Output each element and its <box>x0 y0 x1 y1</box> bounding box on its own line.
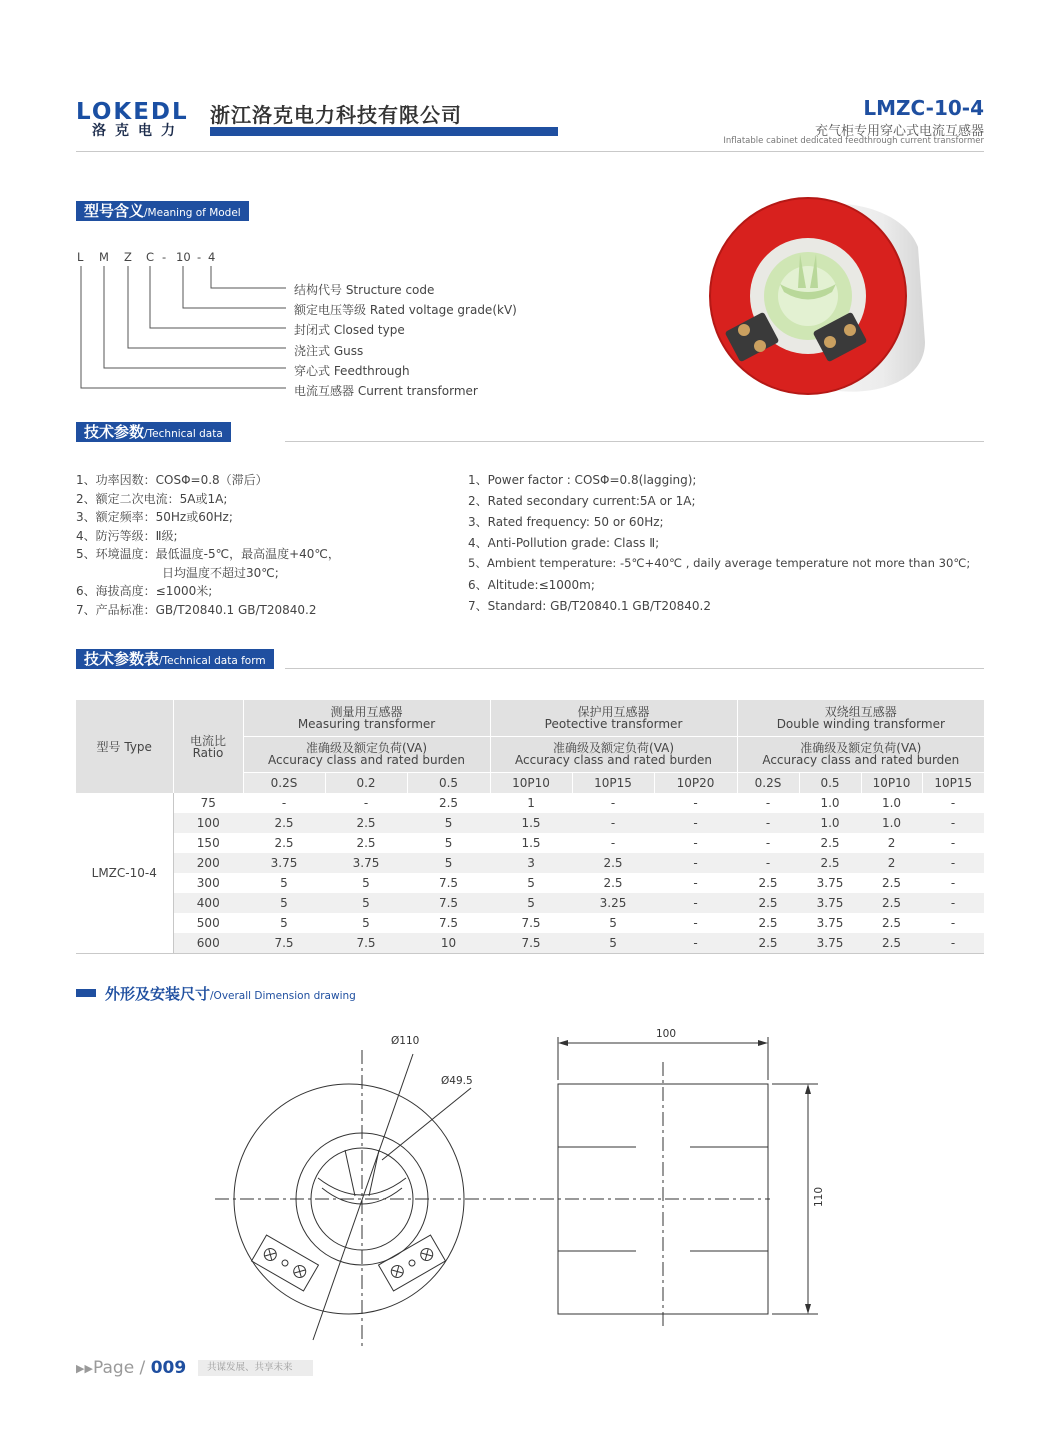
value-cell: - <box>950 836 956 850</box>
footer-arrows-icon: ▶▶ <box>76 1362 93 1375</box>
value-cell: - <box>950 916 956 930</box>
value-cell: 3.75 <box>816 916 844 930</box>
table-row <box>76 873 984 893</box>
tech-en-line-5: 5、Ambient temperature: -5℃+40℃ , daily average temperature not more than 30℃; <box>468 556 971 570</box>
value-cell: - <box>572 813 654 833</box>
value-cell: 2 <box>887 836 896 850</box>
group-protective-cn: 保护用互感器 <box>577 704 650 719</box>
logo-wordmark: LOKEDL <box>76 99 189 125</box>
tech-cn-line-5-cont: 日均温度不超过30℃; <box>162 566 279 580</box>
value-cell: 5 <box>490 893 572 913</box>
code-dash-2: - <box>197 250 202 264</box>
value-cell: 7.5 <box>521 916 541 930</box>
burden-cn: 准确级及额定负荷(VA) <box>800 741 922 755</box>
code-structure: 4 <box>208 250 216 264</box>
value-cell: - <box>737 813 799 833</box>
value-cell: 2.5 <box>572 853 654 873</box>
ratio-cell: 100 <box>173 813 243 833</box>
section-header-dimension <box>105 983 356 1004</box>
product-name-cn: 充气柜专用穿心式电流互感器 <box>814 124 984 139</box>
value-cell: 7.5 <box>243 933 325 953</box>
code-letter-l: L <box>77 250 84 264</box>
value-cell: 1.5 <box>490 813 572 833</box>
code-letter-c: C <box>146 250 155 264</box>
value-cell: - <box>693 916 698 930</box>
value-cell: - <box>950 796 956 810</box>
value-cell: 5 <box>280 916 288 930</box>
value-cell: 7.5 <box>407 893 490 913</box>
tech-cn-line-3: 3、额定频率：50Hz或60Hz; <box>76 510 233 524</box>
value-cell: 2.5 <box>325 813 407 833</box>
value-cell: 5 <box>362 876 370 890</box>
header-divider <box>76 151 984 152</box>
ratio-header <box>173 700 243 793</box>
meaning-closed-type: 封闭式 Closed type <box>294 323 405 337</box>
value-cell: 5 <box>362 916 370 930</box>
value-cell: 2.5 <box>861 933 922 953</box>
value-cell: 1 <box>527 796 535 810</box>
value-cell: 2.5 <box>356 836 376 850</box>
value-cell: 2.5 <box>861 893 922 913</box>
value-cell: 2 <box>861 853 922 873</box>
ratio-header-en: Ratio <box>192 745 224 760</box>
value-cell: 3.75 <box>799 933 861 953</box>
value-cell: - <box>693 796 698 810</box>
tech-en-line-6: 6、Altitude:≤1000m; <box>468 578 595 592</box>
section-rule <box>285 441 984 442</box>
value-cell: - <box>922 933 984 953</box>
class-header: 0.5 <box>799 772 861 793</box>
group-protective-en: Peotective transformer <box>544 716 683 731</box>
ratio-cell: 500 <box>196 916 220 930</box>
value-cell: 3 <box>490 853 572 873</box>
burden-cn: 准确级及额定负荷(VA) <box>306 741 428 755</box>
width-label: 100 <box>656 1028 677 1040</box>
burden-header-double <box>737 736 984 772</box>
section-title-cn: 外形及安装尺寸 <box>105 985 211 1003</box>
burden-header-measuring <box>243 736 490 772</box>
value-cell: 5 <box>444 836 453 850</box>
value-cell: 3.75 <box>325 853 407 873</box>
value-cell: 1.0 <box>820 796 840 810</box>
class-header: 10P10 <box>490 772 572 793</box>
value-cell: 2.5 <box>799 853 861 873</box>
section-header-technical-data <box>76 422 231 442</box>
meaning-guss: 浇注式 Guss <box>294 344 364 358</box>
section-title-en: /Technical data form <box>159 655 266 667</box>
group-measuring <box>243 700 490 736</box>
value-cell: - <box>281 796 287 810</box>
company-name: 浙江洛克电力科技有限公司 <box>210 103 462 127</box>
burden-en: Accuracy class and rated burden <box>762 753 960 767</box>
value-cell: - <box>654 893 737 913</box>
value-cell: - <box>922 893 984 913</box>
company-underline-bar <box>210 127 558 136</box>
value-cell: 7.5 <box>325 933 407 953</box>
code-voltage: 10 <box>176 250 191 264</box>
section-title-en: /Overall Dimension drawing <box>210 990 356 1002</box>
dimension-drawing <box>0 1010 1059 1350</box>
value-cell: 2.5 <box>881 916 902 930</box>
value-cell: 5 <box>572 933 654 953</box>
tech-cn-line-6: 6、海拔高度：≤1000米; <box>76 584 213 598</box>
tech-en-line-7: 7、Standard: GB/T20840.1 GB/T20840.2 <box>468 599 711 613</box>
value-cell: 2.5 <box>438 796 459 810</box>
table-row <box>76 793 984 813</box>
value-cell: - <box>922 853 984 873</box>
value-cell: 5 <box>407 853 490 873</box>
value-cell: 10 <box>407 933 490 953</box>
height-label: 110 <box>813 1186 825 1207</box>
value-cell: - <box>950 876 956 890</box>
value-cell: - <box>610 836 616 850</box>
value-cell: 7.5 <box>438 876 459 890</box>
value-cell: 1.5 <box>521 836 541 850</box>
value-cell: - <box>654 813 737 833</box>
value-cell: 5 <box>527 876 535 890</box>
value-cell: - <box>610 796 616 810</box>
section-rule <box>285 668 984 669</box>
value-cell: 2.5 <box>758 876 778 890</box>
value-cell: 2.5 <box>603 876 623 890</box>
table-row <box>76 853 984 873</box>
table-row <box>76 933 984 953</box>
code-dash-1: - <box>162 250 167 264</box>
class-header: 0.2S <box>243 772 325 793</box>
value-cell: - <box>765 796 771 810</box>
value-cell: 2.5 <box>881 876 902 890</box>
section-header-data-form <box>76 649 274 669</box>
ratio-cell: 150 <box>196 836 220 850</box>
meaning-feedthrough: 穿心式 Feedthrough <box>294 364 410 378</box>
value-cell: 2.5 <box>737 893 799 913</box>
value-cell: 5 <box>609 916 617 930</box>
class-header: 0.2S <box>737 772 799 793</box>
value-cell: 1.0 <box>799 813 861 833</box>
inner-diameter-label: Ø49.5 <box>441 1075 473 1087</box>
value-cell: - <box>654 853 737 873</box>
ratio-cell: 200 <box>173 853 243 873</box>
footer-slogan: 共谋发展、共享未来 <box>198 1360 313 1376</box>
technical-data-table <box>76 700 984 953</box>
value-cell: - <box>922 813 984 833</box>
value-cell: 2.5 <box>737 933 799 953</box>
burden-cn: 准确级及额定负荷(VA) <box>553 741 675 755</box>
group-double-winding-cn: 双绕组互感器 <box>824 704 897 719</box>
value-cell: - <box>693 876 698 890</box>
value-cell: 3.75 <box>243 853 325 873</box>
page-num: 009 <box>150 1358 187 1378</box>
value-cell: 5 <box>325 893 407 913</box>
meaning-structure-code: 结构代号 Structure code <box>294 283 435 297</box>
product-photo <box>700 192 940 402</box>
burden-en: Accuracy class and rated burden <box>515 753 712 767</box>
ratio-cell: 300 <box>196 876 220 890</box>
page-label: Page / <box>93 1358 151 1378</box>
group-protective <box>490 700 737 736</box>
section-header-meaning <box>76 201 249 221</box>
class-header: 10P20 <box>654 772 737 793</box>
value-cell: 3.25 <box>572 893 654 913</box>
tech-en-line-4: 4、Anti-Pollution grade: Class Ⅱ; <box>468 536 660 550</box>
group-measuring-en: Measuring transformer <box>297 716 436 731</box>
ratio-cell: 400 <box>173 893 243 913</box>
model-cell: LMZC-10-4 <box>76 793 173 953</box>
class-header: 0.2 <box>325 772 407 793</box>
table-row <box>76 913 984 933</box>
section-marker <box>76 989 96 997</box>
section-title-cn: 型号含义 <box>84 202 145 220</box>
value-cell: 1.0 <box>881 796 902 810</box>
code-letter-m: M <box>99 250 109 264</box>
value-cell: 3.75 <box>816 876 844 890</box>
section-title-en: /Technical data <box>144 428 223 440</box>
code-letter-z: Z <box>124 250 132 264</box>
value-cell: 2.5 <box>243 813 325 833</box>
ratio-cell: 75 <box>200 796 216 810</box>
section-title-en: /Meaning of Model <box>144 207 241 219</box>
burden-header-protective <box>490 736 737 772</box>
value-cell: 5 <box>280 876 288 890</box>
outer-diameter-label: Ø110 <box>391 1035 420 1047</box>
value-cell: - <box>765 836 771 850</box>
burden-en: Accuracy class and rated burden <box>268 753 465 767</box>
ratio-header-cn: 电流比 <box>189 733 226 748</box>
table-bottom-rule <box>76 953 984 954</box>
value-cell: 3.75 <box>799 893 861 913</box>
group-double-winding-en: Double winding transformer <box>776 716 945 731</box>
class-header: 10P10 <box>861 772 922 793</box>
group-double-winding <box>737 700 984 736</box>
table-row <box>76 813 984 833</box>
value-cell: - <box>363 796 369 810</box>
table-row <box>76 893 984 913</box>
value-cell: 5 <box>407 813 490 833</box>
class-header: 10P15 <box>572 772 654 793</box>
value-cell: 2.5 <box>758 916 778 930</box>
class-header: 0.5 <box>407 772 490 793</box>
value-cell: - <box>693 836 698 850</box>
tech-en-line-1: 1、Power factor : COSΦ=0.8(lagging); <box>468 473 697 487</box>
value-cell: - <box>737 853 799 873</box>
value-cell: 2.5 <box>820 836 840 850</box>
value-cell: 7.5 <box>438 916 459 930</box>
section-title-cn: 技术参数表 <box>84 650 160 668</box>
section-title-cn: 技术参数 <box>84 423 145 441</box>
class-header: 10P15 <box>922 772 984 793</box>
tech-en-line-2: 2、Rated secondary current:5A or 1A; <box>468 494 696 508</box>
value-cell: 7.5 <box>490 933 572 953</box>
value-cell: 1.0 <box>861 813 922 833</box>
tech-cn-line-1: 1、功率因数：COSΦ=0.8（滞后） <box>76 473 268 487</box>
product-name-en: Inflatable cabinet dedicated feedthrough current transformer <box>723 136 984 146</box>
ratio-cell: 600 <box>173 933 243 953</box>
value-cell: 5 <box>243 893 325 913</box>
tech-en-line-3: 3、Rated frequency: 50 or 60Hz; <box>468 515 664 529</box>
logo-chinese: 洛克电力 <box>92 123 184 139</box>
group-measuring-cn: 测量用互感器 <box>330 704 403 719</box>
tech-cn-line-2: 2、额定二次电流：5A或1A; <box>76 492 228 506</box>
meaning-voltage-grade: 额定电压等级 Rated voltage grade(kV) <box>294 303 517 317</box>
value-cell: 2.5 <box>274 836 294 850</box>
page-number <box>93 1358 186 1378</box>
meaning-current-transformer: 电流互感器 Current transformer <box>294 384 478 398</box>
tech-cn-line-4: 4、防污等级：Ⅱ级; <box>76 529 178 543</box>
tech-cn-line-7: 7、产品标准：GB/T20840.1 GB/T20840.2 <box>76 603 317 617</box>
model-code-bracket-lines <box>70 262 300 397</box>
tech-cn-line-5: 5、环境温度：最低温度-5℃，最高温度+40℃， <box>76 547 340 561</box>
table-row <box>76 833 984 853</box>
page-title: LMZC-10-4 <box>863 96 984 120</box>
value-cell: - <box>654 933 737 953</box>
type-header: 型号 Type <box>76 700 173 793</box>
